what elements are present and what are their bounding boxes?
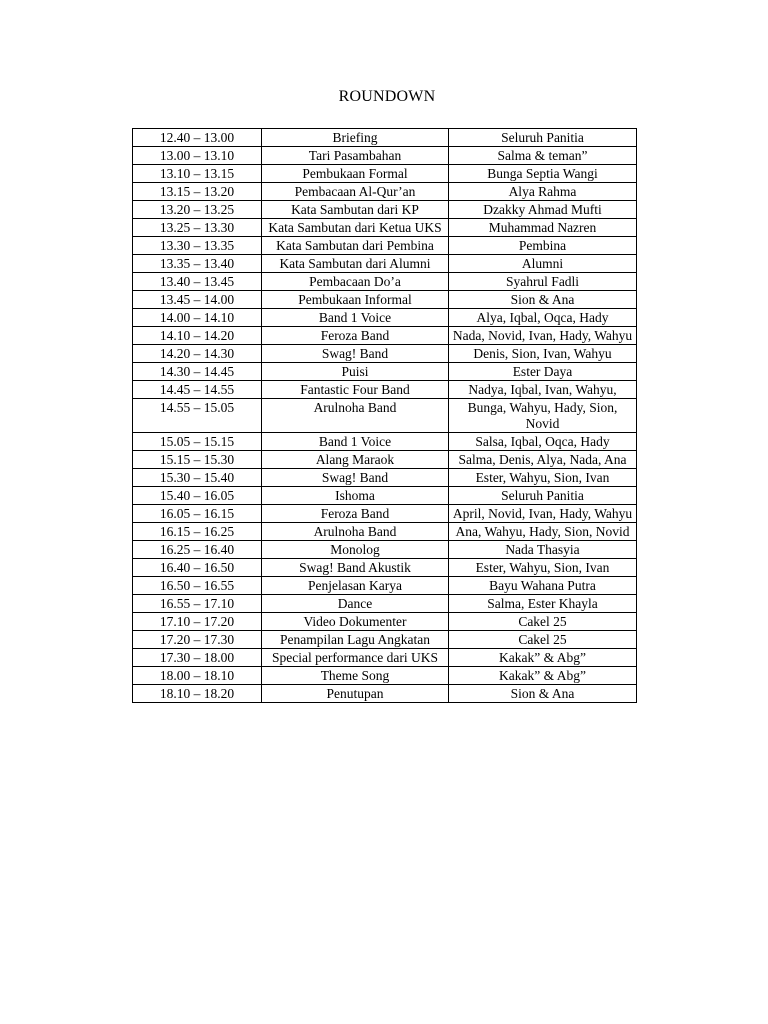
table-row bbox=[133, 327, 637, 345]
event-cell: Band 1 Voice bbox=[262, 433, 449, 451]
time-cell: 15.30 – 15.40 bbox=[133, 469, 262, 487]
person-cell: Muhammad Nazren bbox=[449, 219, 637, 237]
table-row bbox=[133, 147, 637, 165]
event-cell: Kata Sambutan dari Ketua UKS bbox=[262, 219, 449, 237]
time-cell: 13.45 – 14.00 bbox=[133, 291, 262, 309]
person-cell: Alya, Iqbal, Oqca, Hady bbox=[449, 309, 637, 327]
table-row bbox=[133, 129, 637, 147]
table-row bbox=[133, 165, 637, 183]
table-row bbox=[133, 345, 637, 363]
person-cell: Alya Rahma bbox=[449, 183, 637, 201]
event-cell: Fantastic Four Band bbox=[262, 381, 449, 399]
event-cell: Band 1 Voice bbox=[262, 309, 449, 327]
time-cell: 16.15 – 16.25 bbox=[133, 523, 262, 541]
table-row bbox=[133, 273, 637, 291]
person-cell: Nadya, Iqbal, Ivan, Wahyu, bbox=[449, 381, 637, 399]
table-row bbox=[133, 381, 637, 399]
table-row bbox=[133, 399, 637, 433]
person-cell: Pembina bbox=[449, 237, 637, 255]
person-cell: Syahrul Fadli bbox=[449, 273, 637, 291]
table-row bbox=[133, 667, 637, 685]
time-cell: 13.30 – 13.35 bbox=[133, 237, 262, 255]
event-cell: Special performance dari UKS bbox=[262, 649, 449, 667]
time-cell: 17.30 – 18.00 bbox=[133, 649, 262, 667]
table-row bbox=[133, 433, 637, 451]
schedule-body bbox=[133, 129, 637, 703]
event-cell: Pembukaan Informal bbox=[262, 291, 449, 309]
event-cell: Briefing bbox=[262, 129, 449, 147]
person-cell: Dzakky Ahmad Mufti bbox=[449, 201, 637, 219]
time-cell: 18.10 – 18.20 bbox=[133, 685, 262, 703]
time-cell: 16.25 – 16.40 bbox=[133, 541, 262, 559]
event-cell: Kata Sambutan dari Pembina bbox=[262, 237, 449, 255]
person-cell: Seluruh Panitia bbox=[449, 487, 637, 505]
person-cell: April, Novid, Ivan, Hady, Wahyu bbox=[449, 505, 637, 523]
time-cell: 15.40 – 16.05 bbox=[133, 487, 262, 505]
table-row bbox=[133, 309, 637, 327]
person-cell: Nada Thasyia bbox=[449, 541, 637, 559]
person-cell: Alumni bbox=[449, 255, 637, 273]
person-cell: Denis, Sion, Ivan, Wahyu bbox=[449, 345, 637, 363]
event-cell: Dance bbox=[262, 595, 449, 613]
time-cell: 13.10 – 13.15 bbox=[133, 165, 262, 183]
event-cell: Kata Sambutan dari KP bbox=[262, 201, 449, 219]
event-cell: Alang Maraok bbox=[262, 451, 449, 469]
time-cell: 16.50 – 16.55 bbox=[133, 577, 262, 595]
time-cell: 13.25 – 13.30 bbox=[133, 219, 262, 237]
table-row bbox=[133, 649, 637, 667]
table-row bbox=[133, 363, 637, 381]
person-cell: Ester, Wahyu, Sion, Ivan bbox=[449, 559, 637, 577]
person-cell: Sion & Ana bbox=[449, 685, 637, 703]
table-row bbox=[133, 487, 637, 505]
person-cell: Sion & Ana bbox=[449, 291, 637, 309]
event-cell: Swag! Band bbox=[262, 345, 449, 363]
time-cell: 14.45 – 14.55 bbox=[133, 381, 262, 399]
event-cell: Penutupan bbox=[262, 685, 449, 703]
table-row bbox=[133, 631, 637, 649]
time-cell: 16.05 – 16.15 bbox=[133, 505, 262, 523]
time-cell: 12.40 – 13.00 bbox=[133, 129, 262, 147]
event-cell: Arulnoha Band bbox=[262, 399, 449, 433]
table-row bbox=[133, 685, 637, 703]
event-cell: Puisi bbox=[262, 363, 449, 381]
person-cell: Cakel 25 bbox=[449, 631, 637, 649]
person-cell: Bunga Septia Wangi bbox=[449, 165, 637, 183]
time-cell: 13.35 – 13.40 bbox=[133, 255, 262, 273]
person-cell: Ester Daya bbox=[449, 363, 637, 381]
time-cell: 18.00 – 18.10 bbox=[133, 667, 262, 685]
roundown-table bbox=[132, 128, 637, 703]
event-cell: Tari Pasambahan bbox=[262, 147, 449, 165]
time-cell: 14.30 – 14.45 bbox=[133, 363, 262, 381]
person-cell: Salma & teman” bbox=[449, 147, 637, 165]
person-cell: Ester, Wahyu, Sion, Ivan bbox=[449, 469, 637, 487]
time-cell: 16.55 – 17.10 bbox=[133, 595, 262, 613]
event-cell: Penjelasan Karya bbox=[262, 577, 449, 595]
table-row bbox=[133, 291, 637, 309]
event-cell: Video Dokumenter bbox=[262, 613, 449, 631]
time-cell: 13.15 – 13.20 bbox=[133, 183, 262, 201]
person-cell: Kakak” & Abg” bbox=[449, 649, 637, 667]
event-cell: Pembacaan Al-Qur’an bbox=[262, 183, 449, 201]
event-cell: Penampilan Lagu Angkatan bbox=[262, 631, 449, 649]
document-title: ROUNDOWN bbox=[338, 88, 436, 105]
event-cell: Feroza Band bbox=[262, 327, 449, 345]
person-cell: Salsa, Iqbal, Oqca, Hady bbox=[449, 433, 637, 451]
time-cell: 16.40 – 16.50 bbox=[133, 559, 262, 577]
person-cell: Seluruh Panitia bbox=[449, 129, 637, 147]
person-cell: Ana, Wahyu, Hady, Sion, Novid bbox=[449, 523, 637, 541]
table-row bbox=[133, 541, 637, 559]
time-cell: 14.55 – 15.05 bbox=[133, 399, 262, 433]
event-cell: Swag! Band bbox=[262, 469, 449, 487]
event-cell: Swag! Band Akustik bbox=[262, 559, 449, 577]
person-cell: Bunga, Wahyu, Hady, Sion, Novid bbox=[449, 399, 637, 433]
table-row bbox=[133, 201, 637, 219]
person-cell: Salma, Denis, Alya, Nada, Ana bbox=[449, 451, 637, 469]
event-cell: Feroza Band bbox=[262, 505, 449, 523]
person-cell: Cakel 25 bbox=[449, 613, 637, 631]
time-cell: 13.40 – 13.45 bbox=[133, 273, 262, 291]
table-row bbox=[133, 237, 637, 255]
time-cell: 17.10 – 17.20 bbox=[133, 613, 262, 631]
person-cell: Kakak” & Abg” bbox=[449, 667, 637, 685]
time-cell: 15.15 – 15.30 bbox=[133, 451, 262, 469]
table-row bbox=[133, 469, 637, 487]
table-row bbox=[133, 183, 637, 201]
time-cell: 15.05 – 15.15 bbox=[133, 433, 262, 451]
time-cell: 13.20 – 13.25 bbox=[133, 201, 262, 219]
time-cell: 17.20 – 17.30 bbox=[133, 631, 262, 649]
event-cell: Theme Song bbox=[262, 667, 449, 685]
table-row bbox=[133, 255, 637, 273]
table-row bbox=[133, 577, 637, 595]
person-cell: Nada, Novid, Ivan, Hady, Wahyu bbox=[449, 327, 637, 345]
table-row bbox=[133, 595, 637, 613]
event-cell: Pembukaan Formal bbox=[262, 165, 449, 183]
event-cell: Pembacaan Do’a bbox=[262, 273, 449, 291]
table-row bbox=[133, 613, 637, 631]
time-cell: 14.20 – 14.30 bbox=[133, 345, 262, 363]
event-cell: Ishoma bbox=[262, 487, 449, 505]
table-row bbox=[133, 219, 637, 237]
table-row bbox=[133, 505, 637, 523]
table-row bbox=[133, 523, 637, 541]
person-cell: Salma, Ester Khayla bbox=[449, 595, 637, 613]
time-cell: 13.00 – 13.10 bbox=[133, 147, 262, 165]
time-cell: 14.10 – 14.20 bbox=[133, 327, 262, 345]
table-row bbox=[133, 451, 637, 469]
event-cell: Kata Sambutan dari Alumni bbox=[262, 255, 449, 273]
event-cell: Monolog bbox=[262, 541, 449, 559]
person-cell: Bayu Wahana Putra bbox=[449, 577, 637, 595]
event-cell: Arulnoha Band bbox=[262, 523, 449, 541]
table-row bbox=[133, 559, 637, 577]
time-cell: 14.00 – 14.10 bbox=[133, 309, 262, 327]
